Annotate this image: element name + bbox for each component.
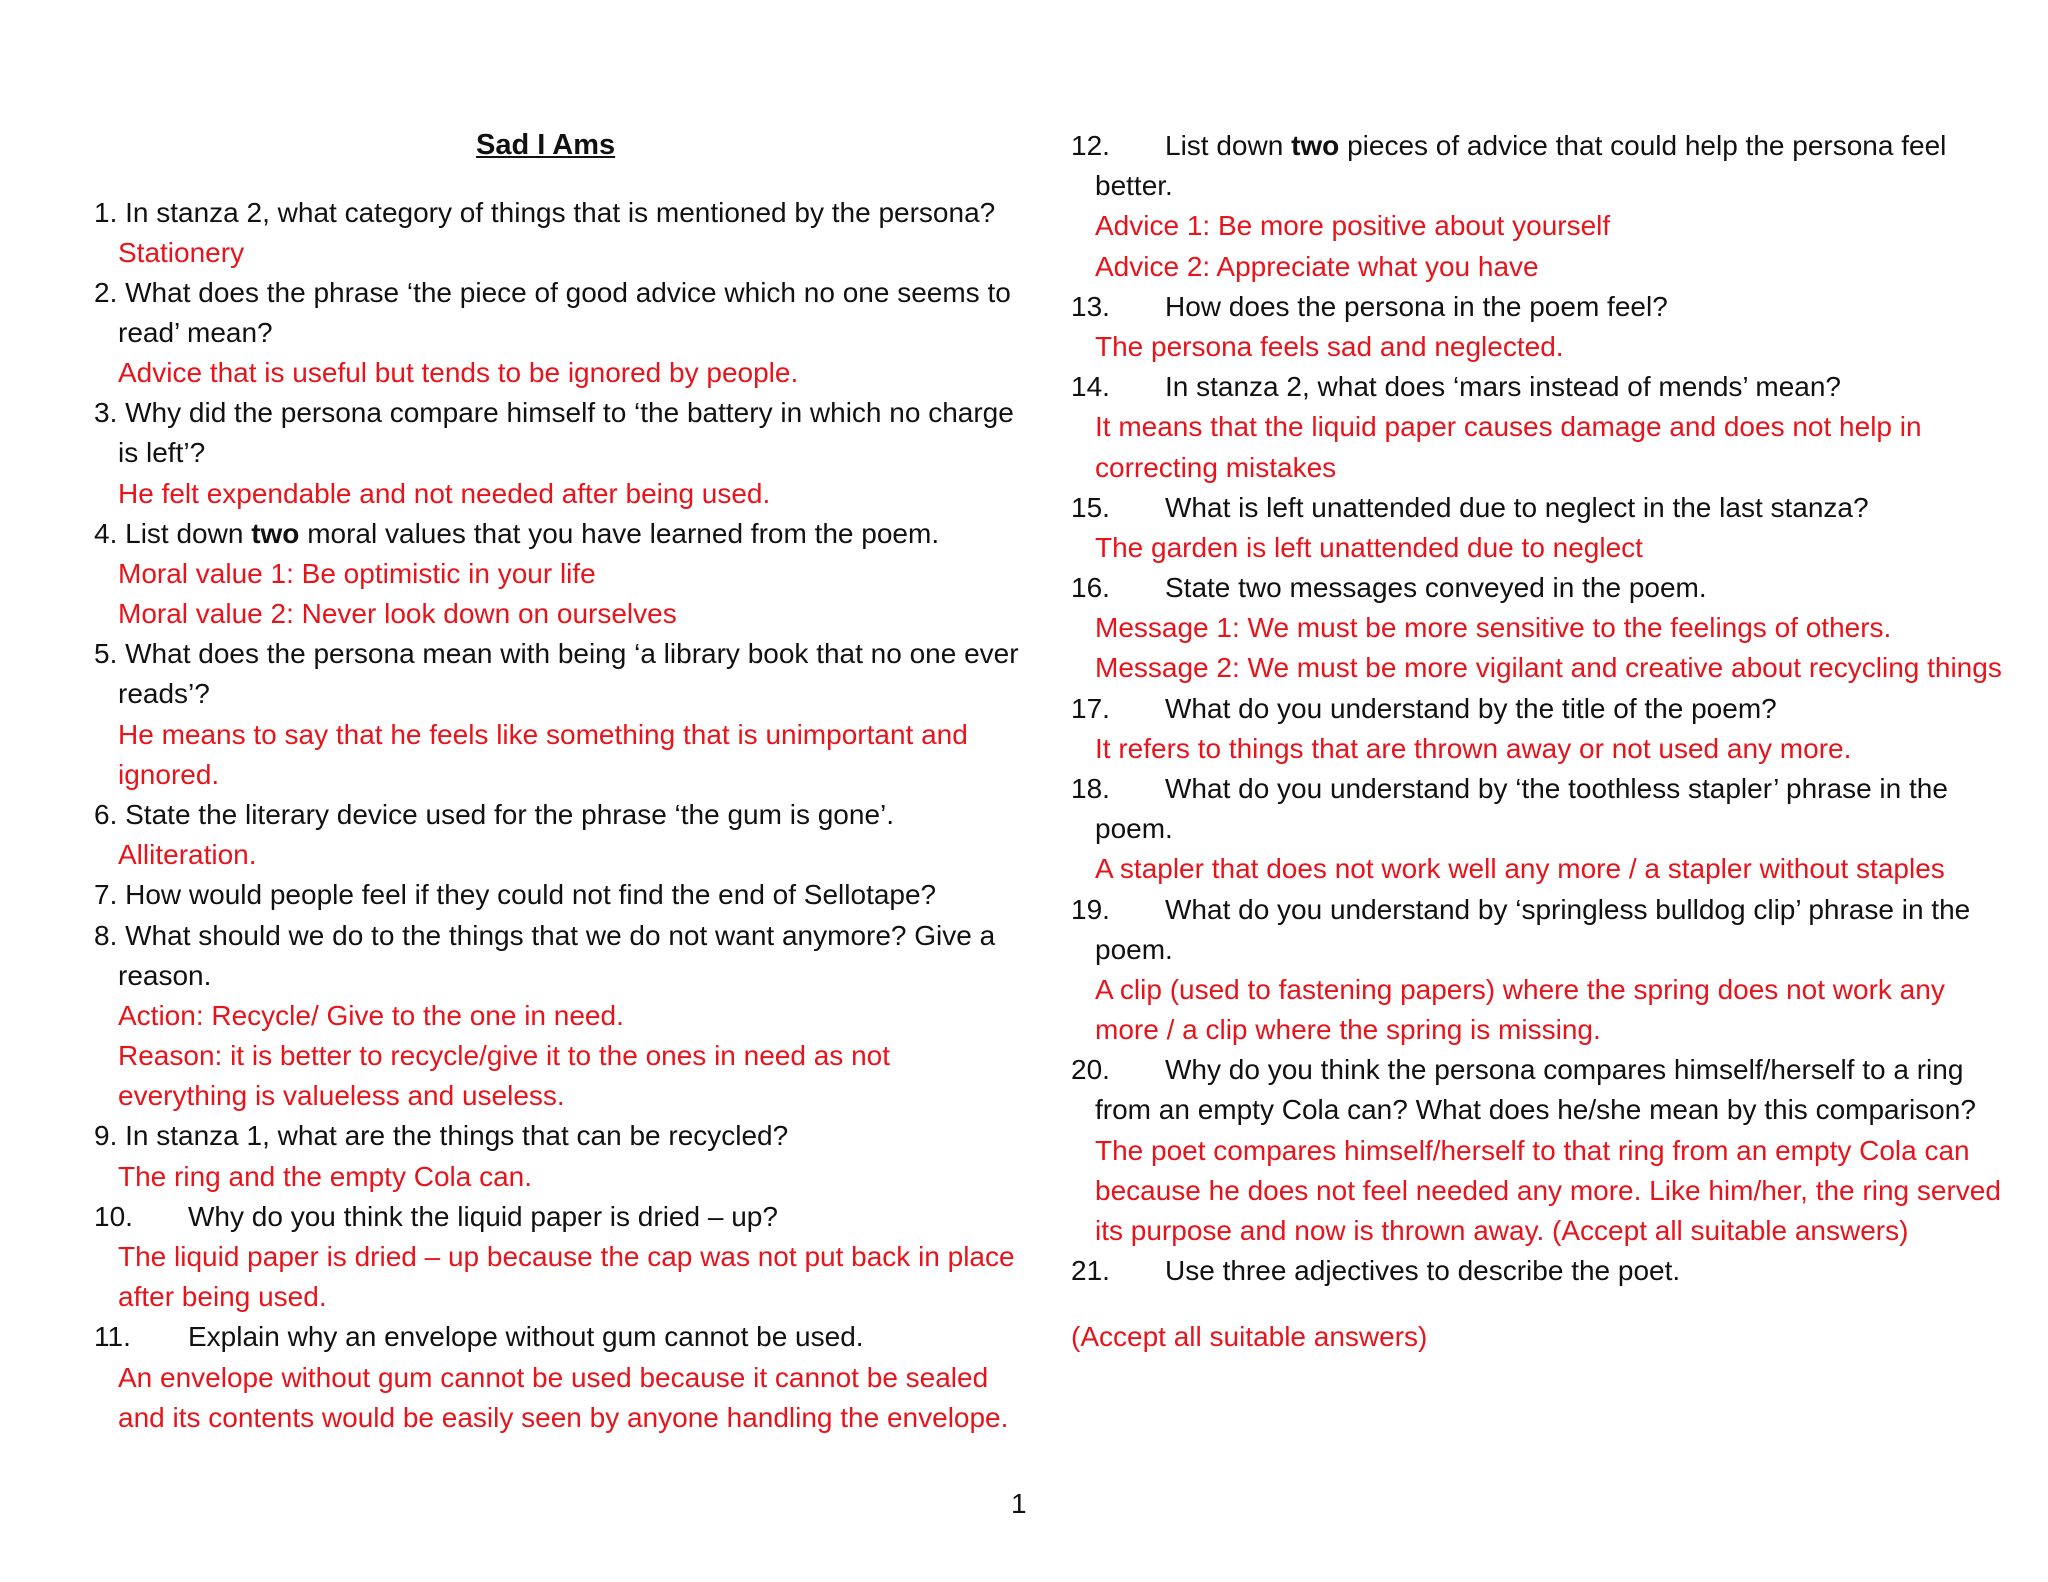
answer-1: Stationery xyxy=(118,237,245,268)
question-5: 5. What does the persona mean with being ‘a library book that no one ever xyxy=(94,638,1019,669)
question-12-prefix: List down xyxy=(1165,130,1292,161)
answer-2: Advice that is useful but tends to be ignored by people. xyxy=(118,357,799,388)
question-18 xyxy=(1071,769,1948,809)
question-3: 3. Why did the persona compare himself to ‘the battery in which no charge xyxy=(94,397,1014,428)
answer-6: Alliteration. xyxy=(118,839,257,870)
question-11-number: 11. xyxy=(94,1321,131,1352)
question-19-cont: poem. xyxy=(1095,934,1173,965)
question-6: 6. State the literary device used for the phrase ‘the gum is gone’. xyxy=(94,799,895,830)
question-12-cont: better. xyxy=(1095,170,1173,201)
answer-20-cont-1: because he does not feel needed any more. Like him/her, the ring served xyxy=(1095,1175,2001,1206)
question-20-number: 20. xyxy=(1071,1054,1110,1085)
answer-4-value-1: Moral value 1: Be optimistic in your life xyxy=(118,558,596,589)
answer-12-advice-1: Advice 1: Be more positive about yourself xyxy=(1095,210,1611,241)
answer-9: The ring and the empty Cola can. xyxy=(118,1161,533,1192)
question-2: 2. What does the phrase ‘the piece of good advice which no one seems to xyxy=(94,277,1011,308)
answer-19-cont: more / a clip where the spring is missing. xyxy=(1095,1014,1601,1045)
answer-21: (Accept all suitable answers) xyxy=(1071,1321,1428,1352)
question-9: 9. In stanza 1, what are the things that can be recycled? xyxy=(94,1120,789,1151)
question-18-cont: poem. xyxy=(1095,813,1173,844)
answer-10-cont: after being used. xyxy=(118,1281,327,1312)
question-12-bold: two xyxy=(1291,130,1340,161)
answer-12-advice-2: Advice 2: Appreciate what you have xyxy=(1095,251,1539,282)
question-4-prefix: 4. List down xyxy=(94,518,252,549)
question-11-text: Explain why an envelope without gum cannot be used. xyxy=(188,1321,864,1352)
page-number: 1 xyxy=(1011,1488,1027,1519)
answer-16-message-1: Message 1: We must be more sensitive to the feelings of others. xyxy=(1095,612,1892,643)
answer-8-action: Action: Recycle/ Give to the one in need. xyxy=(118,1000,624,1031)
question-11 xyxy=(94,1317,864,1357)
question-3-cont: is left’? xyxy=(118,437,206,468)
page-title: Sad I Ams xyxy=(476,129,616,161)
answer-13: The persona feels sad and neglected. xyxy=(1095,331,1564,362)
question-15 xyxy=(1071,488,1869,528)
question-20 xyxy=(1071,1050,1963,1090)
question-12-suffix: pieces of advice that could help the persona feel xyxy=(1339,130,1947,161)
answer-20: The poet compares himself/herself to that ring from an empty Cola can xyxy=(1095,1135,1970,1166)
answer-3: He felt expendable and not needed after being used. xyxy=(118,478,771,509)
question-10 xyxy=(94,1197,778,1237)
question-13-number: 13. xyxy=(1071,291,1110,322)
question-4-suffix: moral values that you have learned from the poem. xyxy=(299,518,940,549)
question-19-text: What do you understand by ‘springless bulldog clip’ phrase in the xyxy=(1165,894,1971,925)
question-14-number: 14. xyxy=(1071,371,1110,402)
question-18-text: What do you understand by ‘the toothless stapler’ phrase in the xyxy=(1165,773,1948,804)
question-1: 1. In stanza 2, what category of things that is mentioned by the persona? xyxy=(94,197,996,228)
answer-19: A clip (used to fastening papers) where the spring does not work any xyxy=(1095,974,1945,1005)
question-13 xyxy=(1071,287,1668,327)
question-4-bold: two xyxy=(251,518,300,549)
question-12-number: 12. xyxy=(1071,130,1110,161)
answer-4-value-2: Moral value 2: Never look down on ourselves xyxy=(118,598,677,629)
answer-10: The liquid paper is dried – up because the cap was not put back in place xyxy=(118,1241,1015,1272)
question-21 xyxy=(1071,1251,1680,1291)
question-8-cont: reason. xyxy=(118,960,212,991)
answer-5: He means to say that he feels like something that is unimportant and xyxy=(118,719,968,750)
question-18-number: 18. xyxy=(1071,773,1110,804)
question-16 xyxy=(1071,568,1707,608)
answer-15: The garden is left unattended due to neglect xyxy=(1095,532,1643,563)
question-10-number: 10. xyxy=(94,1201,133,1232)
question-20-text: Why do you think the persona compares himself/herself to a ring xyxy=(1165,1054,1964,1085)
question-17 xyxy=(1071,689,1777,729)
question-21-text: Use three adjectives to describe the poet. xyxy=(1165,1255,1681,1286)
question-14-text: In stanza 2, what does ‘mars instead of mends’ mean? xyxy=(1165,371,1841,402)
answer-14: It means that the liquid paper causes damage and does not help in xyxy=(1095,411,1922,442)
answer-8-reason-cont: everything is valueless and useless. xyxy=(118,1080,565,1111)
answer-17: It refers to things that are thrown away or not used any more. xyxy=(1095,733,1852,764)
question-5-cont: reads’? xyxy=(118,678,210,709)
answer-11-cont: and its contents would be easily seen by anyone handling the envelope. xyxy=(118,1402,1009,1433)
question-17-number: 17. xyxy=(1071,693,1110,724)
answer-16-message-2: Message 2: We must be more vigilant and creative about recycling things xyxy=(1095,652,2002,683)
question-16-text: State two messages conveyed in the poem. xyxy=(1165,572,1707,603)
question-12 xyxy=(1071,126,1946,166)
question-10-text: Why do you think the liquid paper is dried – up? xyxy=(188,1201,778,1232)
answer-11: An envelope without gum cannot be used because it cannot be sealed xyxy=(118,1362,989,1393)
question-7: 7. How would people feel if they could not find the end of Sellotape? xyxy=(94,879,937,910)
question-14 xyxy=(1071,367,1841,407)
question-21-number: 21. xyxy=(1071,1255,1110,1286)
question-15-text: What is left unattended due to neglect in the last stanza? xyxy=(1165,492,1869,523)
question-4 xyxy=(94,514,939,554)
question-19-number: 19. xyxy=(1071,894,1110,925)
question-20-cont: from an empty Cola can? What does he/she mean by this comparison? xyxy=(1095,1094,1976,1125)
question-13-text: How does the persona in the poem feel? xyxy=(1165,291,1668,322)
question-16-number: 16. xyxy=(1071,572,1110,603)
answer-5-cont: ignored. xyxy=(118,759,220,790)
question-2-cont: read’ mean? xyxy=(118,317,273,348)
answer-18: A stapler that does not work well any more / a stapler without staples xyxy=(1095,853,1945,884)
question-19 xyxy=(1071,890,1970,930)
question-8: 8. What should we do to the things that we do not want anymore? Give a xyxy=(94,920,996,951)
answer-14-cont: correcting mistakes xyxy=(1095,452,1337,483)
question-15-number: 15. xyxy=(1071,492,1110,523)
answer-8-reason: Reason: it is better to recycle/give it to the ones in need as not xyxy=(118,1040,890,1071)
answer-20-cont-2: its purpose and now is thrown away. (Accept all suitable answers) xyxy=(1095,1215,1909,1246)
question-17-text: What do you understand by the title of the poem? xyxy=(1165,693,1777,724)
